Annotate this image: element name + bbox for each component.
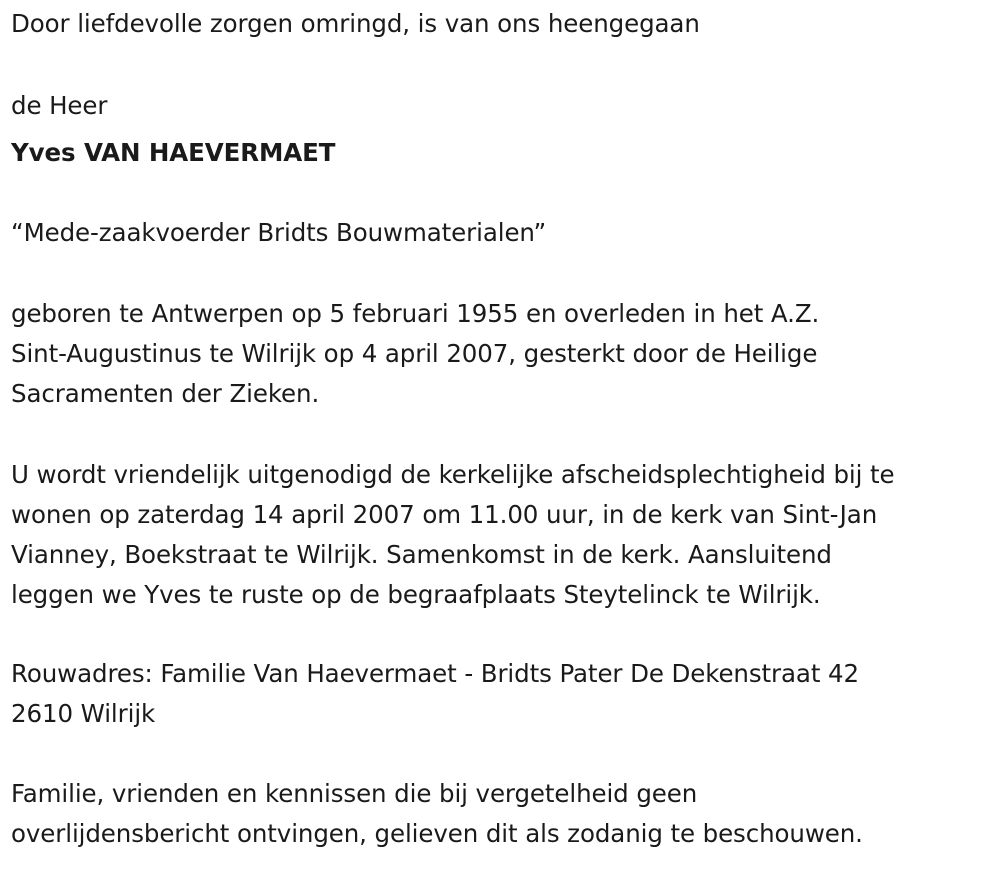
paragraph-line: wonen op zaterdag 14 april 2007 om 11.00 uur, in de kerk van Sint-Jan [11, 500, 878, 529]
closing-paragraph [11, 774, 863, 854]
paragraph-line: leggen we Yves te ruste op de begraafplaats Steytelinck te Wilrijk. [11, 580, 821, 609]
paragraph-line: Familie, vrienden en kennissen die bij vergetelheid geen [11, 779, 698, 808]
paragraph-line: Rouwadres: Familie Van Haevermaet - Bridts Pater De Dekenstraat 42 [11, 659, 859, 688]
birth-death-paragraph [11, 294, 819, 414]
paragraph-line: U wordt vriendelijk uitgenodigd de kerkelijke afscheidsplechtigheid bij te [11, 460, 895, 489]
role-quote: “Mede-zaakvoerder Bridts Bouwmaterialen” [11, 218, 547, 247]
paragraph-line: Sint-Augustinus te Wilrijk op 4 april 2007, gesterkt door de Heilige [11, 339, 818, 368]
intro-line: Door liefdevolle zorgen omringd, is van ons heengegaan [11, 9, 700, 38]
paragraph-line: Vianney, Boekstraat te Wilrijk. Samenkomst in de kerk. Aansluitend [11, 540, 832, 569]
paragraph-line: geboren te Antwerpen op 5 februari 1955 en overleden in het A.Z. [11, 299, 820, 328]
paragraph-line: 2610 Wilrijk [11, 699, 156, 728]
deceased-name: Yves VAN HAEVERMAET [11, 138, 336, 167]
ceremony-paragraph [11, 455, 895, 615]
paragraph-line: overlijdensbericht ontvingen, gelieven dit als zodanig te beschouwen. [11, 819, 863, 848]
honorific: de Heer [11, 91, 108, 120]
paragraph-line: Sacramenten der Zieken. [11, 379, 320, 408]
address-paragraph [11, 654, 859, 734]
